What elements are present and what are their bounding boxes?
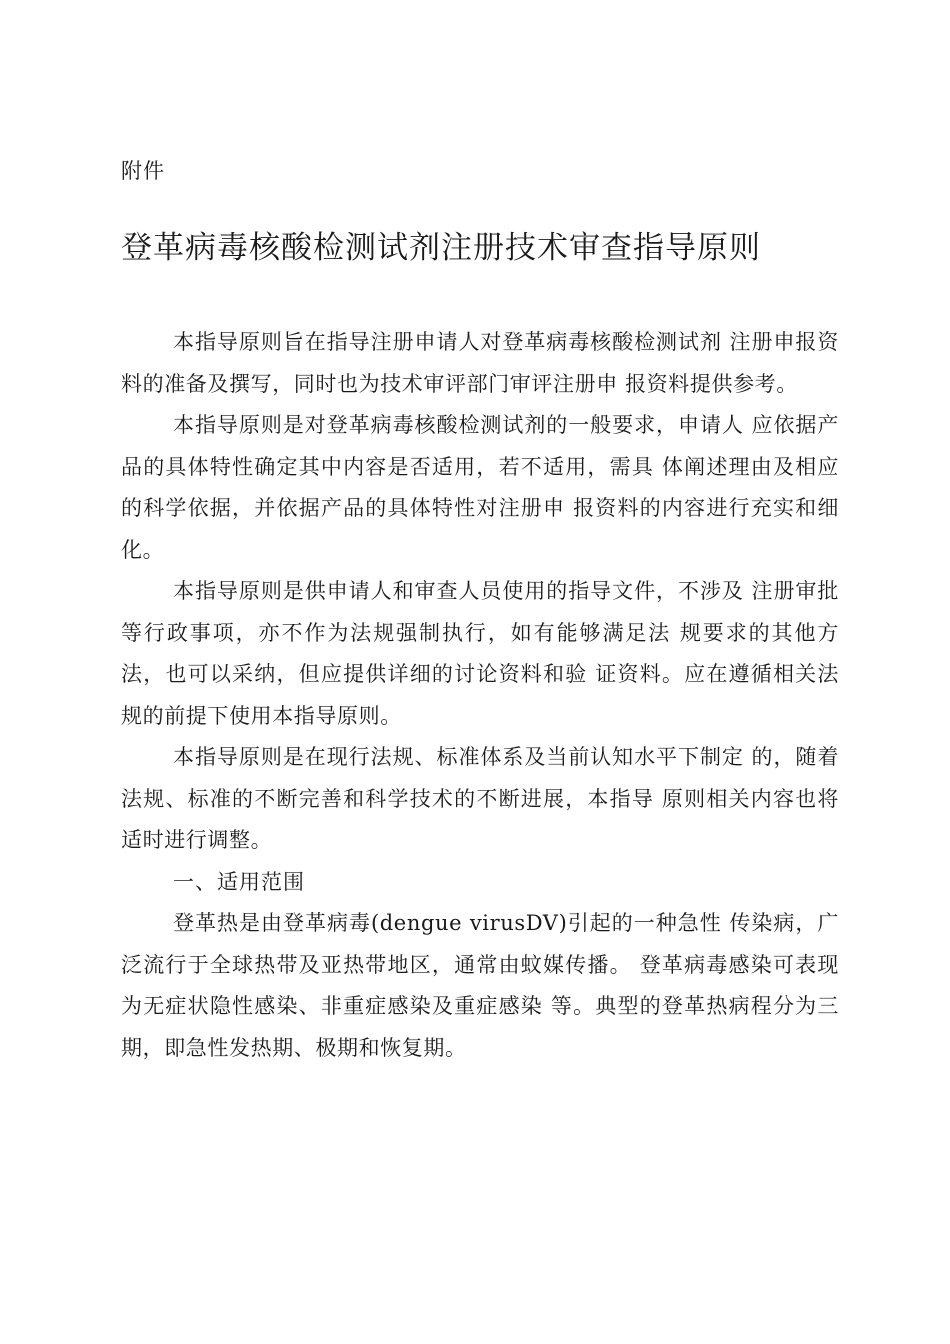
paragraph-usage: 本指导原则是供申请人和审查人员使用的指导文件，不涉及 注册审批等行政事项，亦不作为法规强制执行，如有能够满足法 规要求的其他方法，也可以采纳，但应提供详细的讨论资料和验 证资料。应在遵循相关法规的前提下使用本指导原则。 [121,579,839,728]
document-title: 登革病毒核酸检测试剂注册技术审查指导原则 [121,230,761,266]
paragraph-purpose: 本指导原则旨在指导注册申请人对登革病毒核酸检测试剂 注册申报资料的准备及撰写，同时也为技术审评部门审评注册申 报资料提供参考。 [121,330,839,396]
paragraph-general-requirements: 本指导原则是对登革病毒核酸检测试剂的一般要求，申请人 应依据产品的具体特性确定其中内容是否适用，若不适用，需具 体阐述理由及相应的科学依据，并依据产品的具体特性对注册申 报资料的内容进行充实和细化。 [121,413,839,562]
paragraph-dengue-intro: 登革热是由登革病毒(dengue virusDV)引起的一种急性 传染病，广泛流行于全球热带及亚热带地区，通常由蚊媒传播。 登革病毒感染可表现为无症状隐性感染、非重症感染及重症感染 等。典型的登革热病程分为三期，即急性发热期、极期和恢复期。 [121,911,839,1060]
attachment-label: 附件 [121,159,165,183]
document-body [121,322,839,1069]
paragraph-updates: 本指导原则是在现行法规、标准体系及当前认知水平下制定 的，随着法规、标准的不断完善和科学技术的不断进展，本指导 原则相关内容也将适时进行调整。 [121,745,839,852]
section-heading-scope: 一、适用范围 [173,869,305,894]
